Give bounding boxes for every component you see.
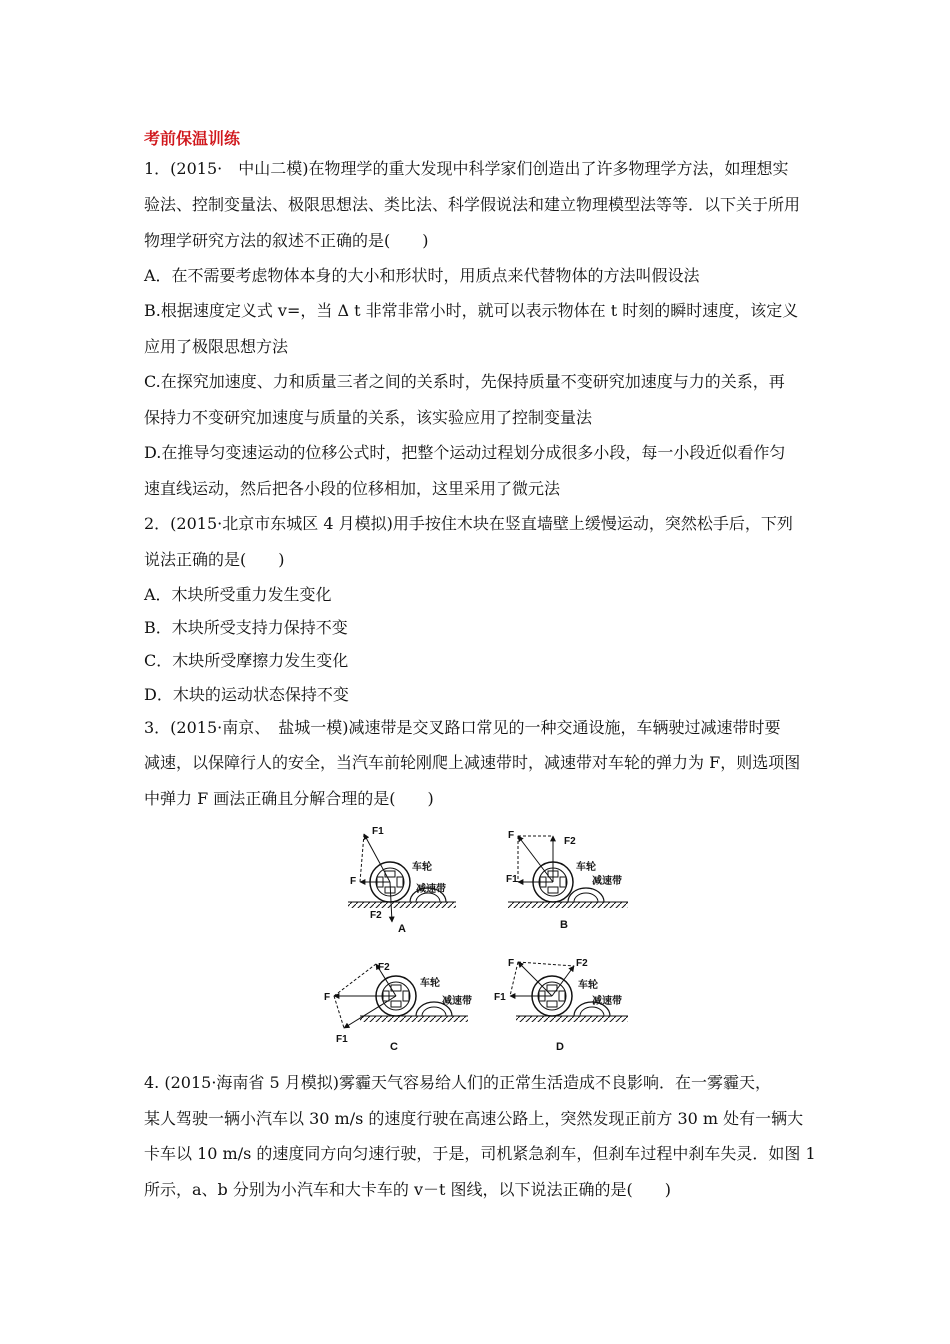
q4-line-2: 某人驾驶一辆小汽车以 30 m/s 的速度行驶在高速公路上，突然发现正前方 30 m 处有一辆大 <box>144 1109 804 1128</box>
q2-option-a: A．木块所受重力发生变化 <box>144 585 332 604</box>
q1-option-b-line-2: 应用了极限思想方法 <box>144 337 289 356</box>
q2-option-b: B．木块所受支持力保持不变 <box>144 618 348 637</box>
fig-b-f2-label: F2 <box>564 836 576 847</box>
q1-line-3: 物理学研究方法的叙述不正确的是( ) <box>144 231 429 250</box>
fig-d-bump-label: 减速带 <box>592 996 622 1007</box>
figure-a <box>348 826 456 935</box>
fig-a-f2-label: F2 <box>370 910 382 921</box>
q1-option-c-line-1: C.在探究加速度、力和质量三者之间的关系时，先保持质量不变研究加速度与力的关系，再 <box>144 372 785 391</box>
q3-line-1: 3．(2015·南京、 盐城一模)减速带是交叉路口常见的一种交通设施，车辆驶过减速带时要 <box>144 718 781 737</box>
q1-option-c-line-2: 保持力不变研究加速度与质量的关系，该实验应用了控制变量法 <box>144 408 593 427</box>
section-title: 考前保温训练 <box>144 129 241 148</box>
fig-d-wheel-label: 车轮 <box>578 980 598 991</box>
q2-line-2: 说法正确的是( ) <box>144 550 285 569</box>
figure-b <box>506 830 628 931</box>
q4-line-3: 卡车以 10 m/s 的速度同方向匀速行驶，于是，司机紧急刹车，但刹车过程中刹车失灵．如图 1 <box>144 1144 816 1163</box>
fig-b-caption: B <box>560 919 568 931</box>
fig-c-f2-label: F2 <box>378 962 390 973</box>
q3-figures <box>320 820 640 1060</box>
q2-option-c: C．木块所受摩擦力发生变化 <box>144 651 349 670</box>
fig-c-f1-label: F1 <box>336 1034 348 1045</box>
fig-b-f1-label: F1 <box>506 874 518 885</box>
q1-line-2: 验法、控制变量法、极限思想法、类比法、科学假说法和建立物理模型法等等．以下关于所用 <box>144 195 801 214</box>
fig-a-f-label: F <box>350 876 357 887</box>
fig-b-wheel-label: 车轮 <box>576 862 596 873</box>
q1-option-d-line-2: 速直线运动，然后把各小段的位移相加，这里采用了微元法 <box>144 479 561 498</box>
fig-a-bump-label: 减速带 <box>416 884 446 895</box>
q3-line-2: 减速，以保障行人的安全，当汽车前轮刚爬上减速带时，减速带对车轮的弹力为 F，则选项图 <box>144 753 801 772</box>
q2-line-1: 2．(2015·北京市东城区 4 月模拟)用手按住木块在竖直墙壁上缓慢运动，突然松手后，下列 <box>144 514 793 533</box>
fig-c-bump-label: 减速带 <box>442 996 472 1007</box>
fig-d-f1-label: F1 <box>494 992 506 1003</box>
fig-b-f-label: F <box>508 830 515 841</box>
fig-a-caption: A <box>398 923 406 935</box>
q1-option-a: A．在不需要考虑物体本身的大小和形状时，用质点来代替物体的方法叫假设法 <box>144 266 700 285</box>
q3-line-3: 中弹力 F 画法正确且分解合理的是( ) <box>144 789 434 808</box>
q1-option-b-line-1: B.根据速度定义式 v=，当 Δ t 非常非常小时，就可以表示物体在 t 时刻的瞬时速度，该定义 <box>144 301 799 320</box>
figure-c <box>324 962 472 1053</box>
fig-c-f-label: F <box>324 992 331 1003</box>
fig-c-caption: C <box>390 1041 398 1053</box>
fig-d-f-label: F <box>508 958 515 969</box>
q4-line-1: 4. (2015·海南省 5 月模拟)雾霾天气容易给人们的正常生活造成不良影响．在一雾霾天， <box>144 1073 771 1092</box>
q1-option-d-line-1: D.在推导匀变速运动的位移公式时，把整个运动过程划分成很多小段，每一小段近似看作匀 <box>144 443 786 462</box>
fig-c-wheel-label: 车轮 <box>420 978 440 989</box>
fig-a-wheel-label: 车轮 <box>412 862 432 873</box>
q4-line-4: 所示，a、b 分别为小汽车和大卡车的 v－t 图线，以下说法正确的是( ) <box>144 1180 671 1199</box>
fig-d-f2-label: F2 <box>576 958 588 969</box>
q2-option-d: D．木块的运动状态保持不变 <box>144 685 349 704</box>
figure-d <box>494 958 628 1053</box>
q1-line-1: 1．(2015· 中山二模)在物理学的重大发现中科学家们创造出了许多物理学方法，如理想实 <box>144 159 789 178</box>
fig-d-caption: D <box>556 1041 564 1053</box>
fig-b-bump-label: 减速带 <box>592 876 622 887</box>
fig-a-f1-label: F1 <box>372 826 384 837</box>
